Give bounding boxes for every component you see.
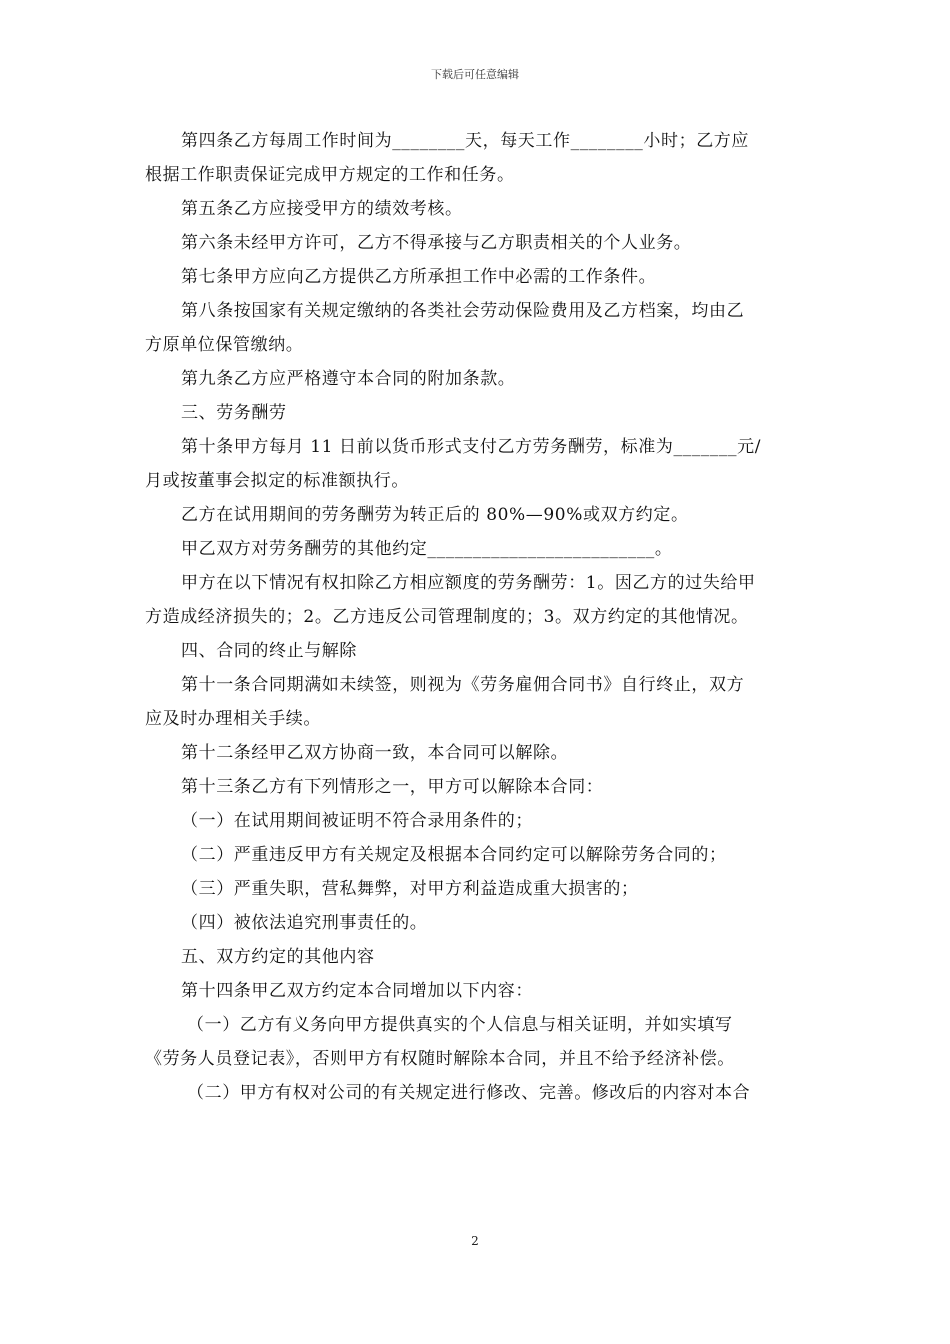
- text-line: 应及时办理相关手续。: [145, 709, 321, 729]
- list-item: [145, 906, 807, 940]
- text-line: 第九条乙方应严格遵守本合同的附加条款。: [181, 369, 516, 389]
- text-line: （一）乙方有义务向甲方提供真实的个人信息与相关证明，并如实填写: [187, 1015, 733, 1035]
- text-line: （二）严重违反甲方有关规定及根据本合同约定可以解除劳务合同的；: [181, 845, 727, 865]
- text-line: 第十一条合同期满如未续签，则视为《劳务雇佣合同书》自行终止，双方: [181, 675, 745, 695]
- clause-7: [145, 260, 807, 294]
- list-item: [145, 838, 807, 872]
- clause-4: [145, 124, 807, 192]
- text-line: 第八条按国家有关规定缴纳的各类社会劳动保险费用及乙方档案，均由乙: [181, 301, 745, 321]
- text-line: 第十二条经甲乙双方协商一致，本合同可以解除。: [181, 743, 569, 763]
- text-line: 方造成经济损失的；2。乙方违反公司管理制度的；3。双方约定的其他情况。: [145, 607, 749, 627]
- text-line: 第十四条甲乙双方约定本合同增加以下内容：: [181, 981, 533, 1001]
- text-line: 第十条甲方每月 11 日前以货币形式支付乙方劳务酬劳，标准为_______元/: [181, 437, 762, 457]
- clause-14: [145, 974, 807, 1008]
- text-line: 第四条乙方每周工作时间为________天，每天工作________小时；乙方应: [181, 131, 749, 151]
- text-line: （二）甲方有权对公司的有关规定进行修改、完善。修改后的内容对本合: [187, 1083, 751, 1103]
- text-line: 甲乙双方对劳务酬劳的其他约定_________________________。: [181, 539, 673, 559]
- text-line: 《劳务人员登记表》，否则甲方有权随时解除本合同，并且不给予经济补偿。: [145, 1049, 735, 1069]
- other-pay-agreement: [145, 532, 807, 566]
- page-header: 下载后可任意编辑: [431, 68, 519, 81]
- text-line: 五、双方约定的其他内容: [181, 947, 375, 967]
- text-line: 第十三条乙方有下列情形之一，甲方可以解除本合同：: [181, 777, 604, 797]
- clause-12: [145, 736, 807, 770]
- text-line: 四、合同的终止与解除: [181, 641, 357, 661]
- clause-5: [145, 192, 807, 226]
- clause-10: [145, 430, 807, 498]
- clause-13: [145, 770, 807, 804]
- probation-pay: [145, 498, 807, 532]
- text-line: 甲方在以下情况有权扣除乙方相应额度的劳务酬劳：1。因乙方的过失给甲: [181, 573, 756, 593]
- text-line: 第六条未经甲方许可，乙方不得承接与乙方职责相关的个人业务。: [181, 233, 692, 253]
- clause-11: [145, 668, 807, 736]
- list-item: [145, 1076, 807, 1110]
- section-heading-5: [145, 940, 807, 974]
- text-line: 月或按董事会拟定的标准额执行。: [145, 471, 409, 491]
- clause-9: [145, 362, 807, 396]
- section-heading-3: [145, 396, 807, 430]
- text-line: （三）严重失职，营私舞弊，对甲方利益造成重大损害的；: [181, 879, 639, 899]
- pay-deduction: [145, 566, 807, 634]
- text-line: 第五条乙方应接受甲方的绩效考核。: [181, 199, 463, 219]
- document-body: [145, 124, 807, 1110]
- text-line: 根据工作职责保证完成甲方规定的工作和任务。: [145, 165, 515, 185]
- list-item: [145, 872, 807, 906]
- list-item: [145, 1008, 807, 1076]
- text-line: 三、劳务酬劳: [181, 403, 287, 423]
- text-line: 方原单位保管缴纳。: [145, 335, 304, 355]
- clause-8: [145, 294, 807, 362]
- list-item: [145, 804, 807, 838]
- text-line: （四）被依法追究刑事责任的。: [181, 913, 428, 933]
- text-line: 第七条甲方应向乙方提供乙方所承担工作中必需的工作条件。: [181, 267, 657, 287]
- page-number: 2: [471, 1234, 479, 1248]
- section-heading-4: [145, 634, 807, 668]
- clause-6: [145, 226, 807, 260]
- text-line: （一）在试用期间被证明不符合录用条件的；: [181, 811, 533, 831]
- text-line: 乙方在试用期间的劳务酬劳为转正后的 80%—90%或双方约定。: [181, 505, 689, 525]
